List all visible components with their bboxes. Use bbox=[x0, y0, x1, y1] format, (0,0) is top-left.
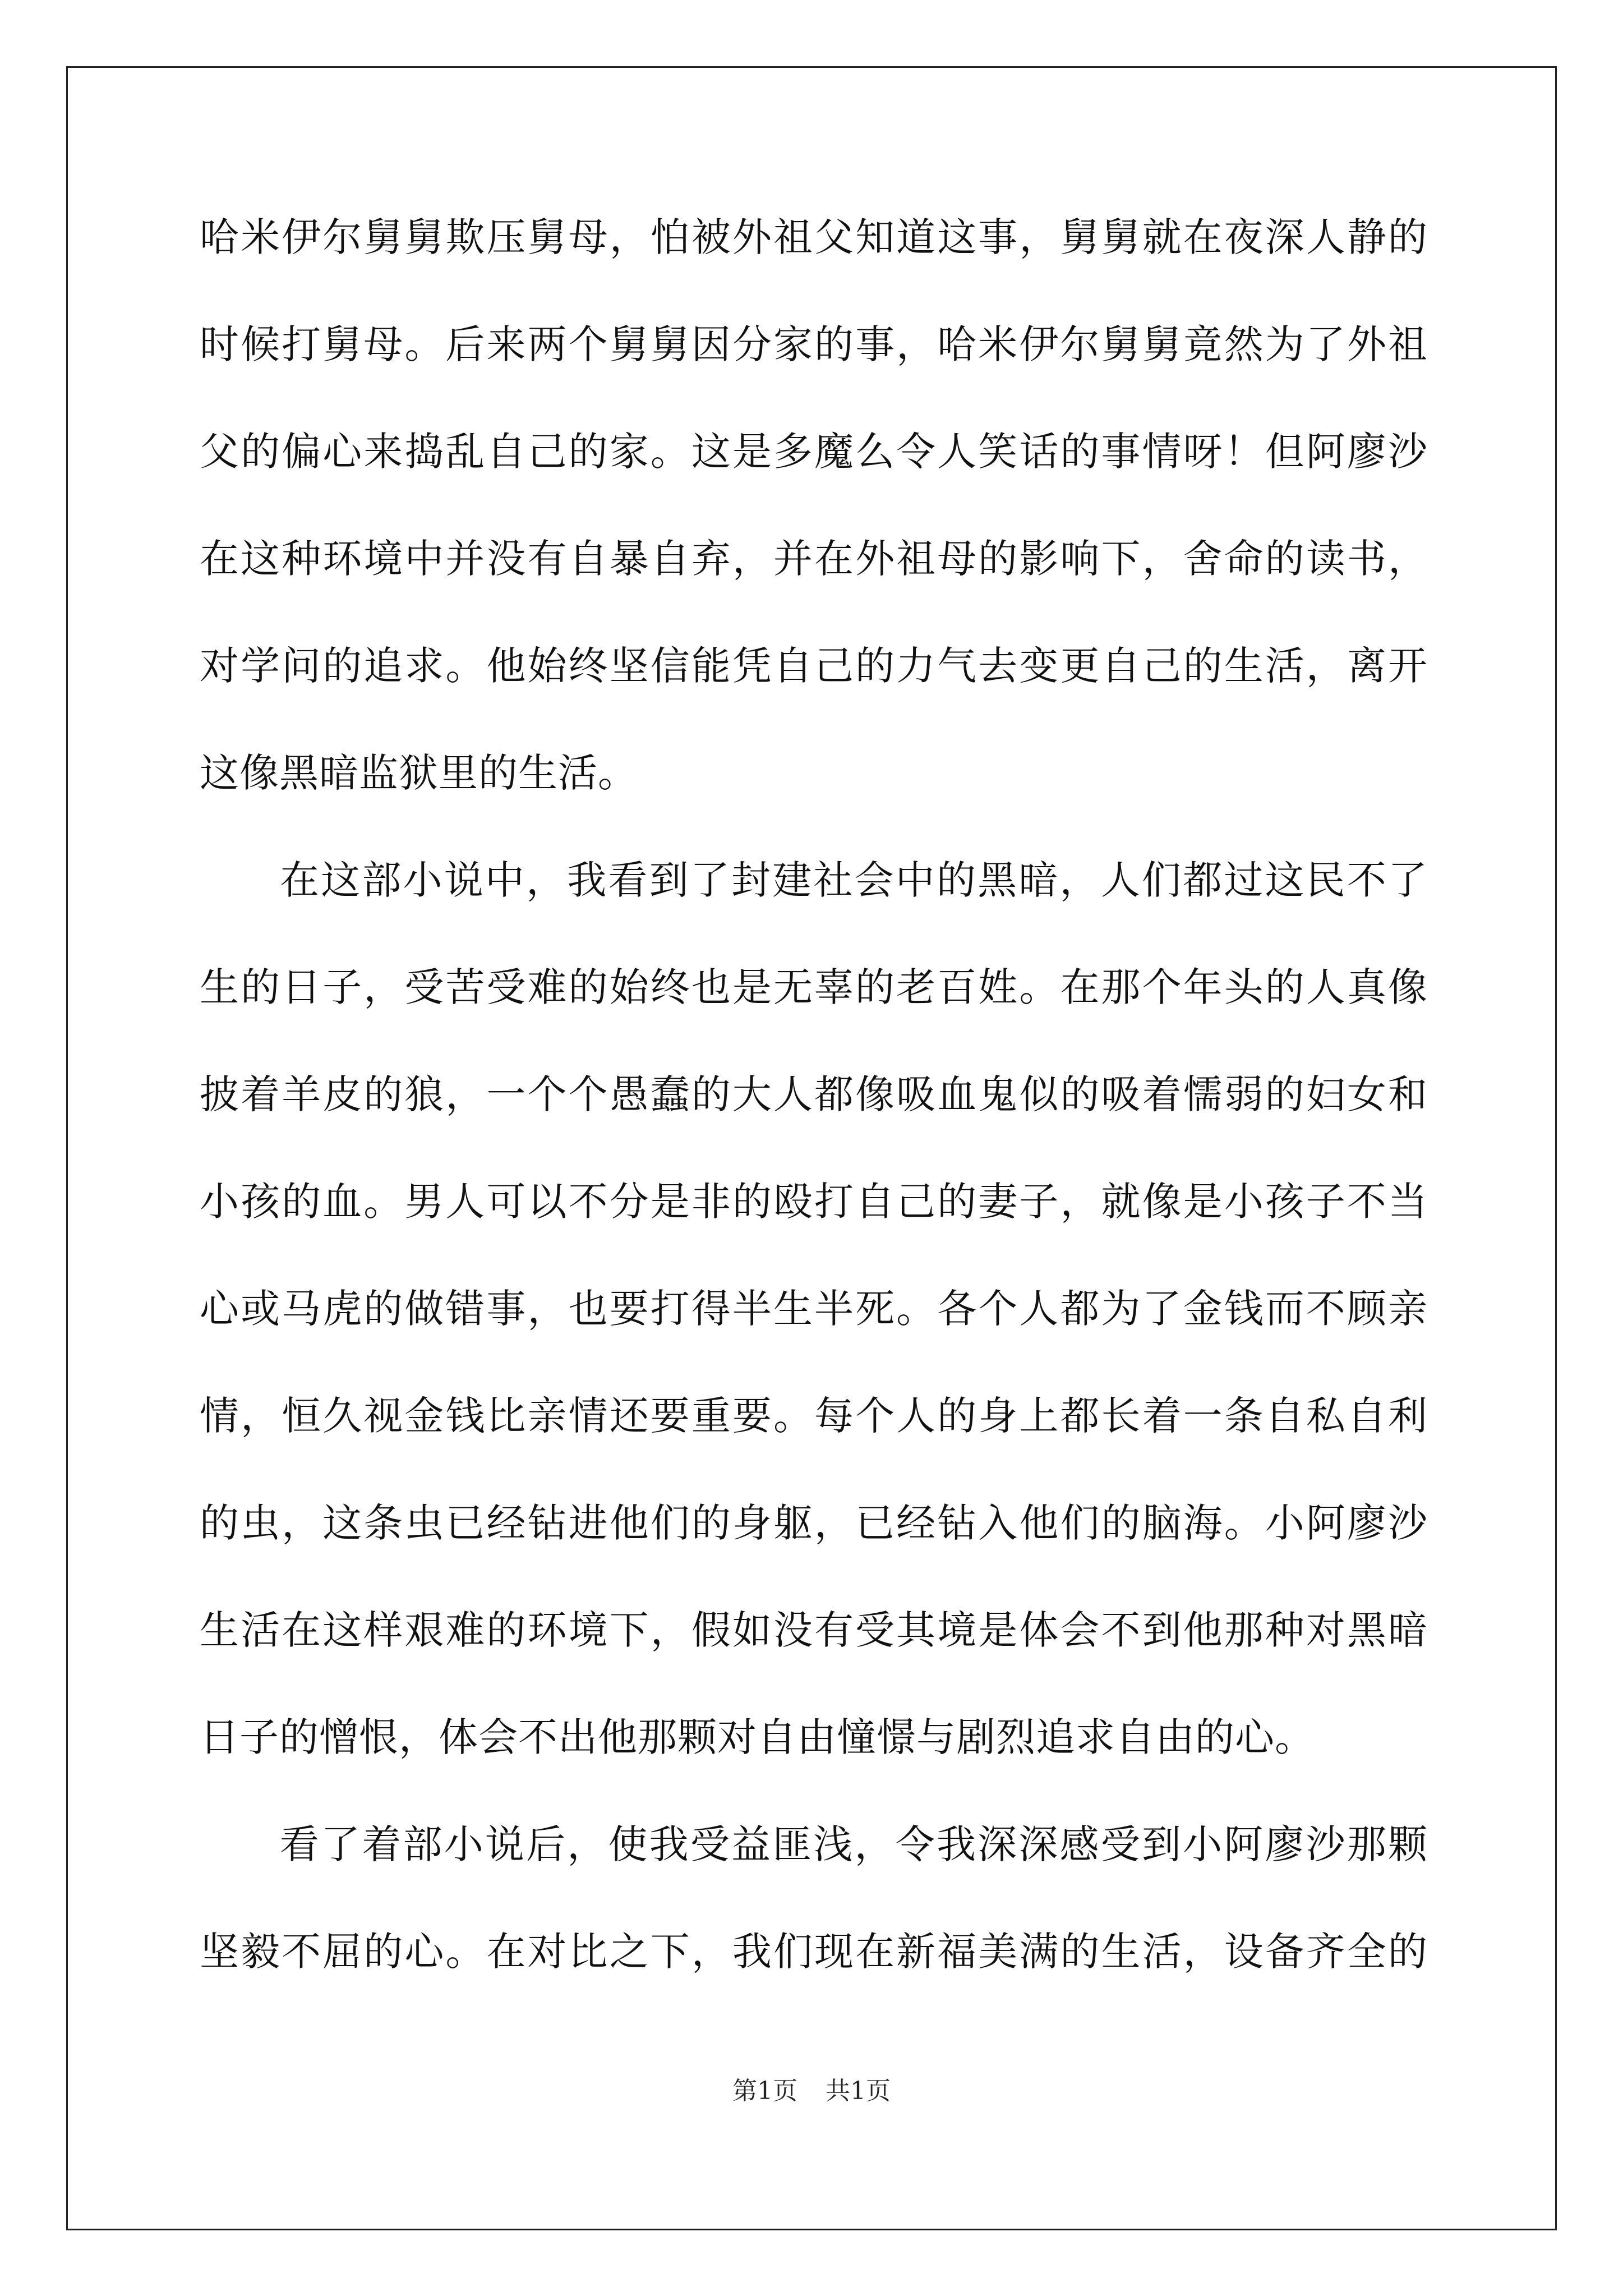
text-line: 坚毅不屈的心。在对比之下，我们现在新福美满的生活，设备齐全的 bbox=[200, 1929, 1428, 1975]
text-line: 这像黑暗监狱里的生活。 bbox=[200, 750, 638, 796]
text-line: 在这部小说中，我看到了封建社会中的黑暗，人们都过这民不了 bbox=[280, 857, 1428, 903]
text-line: 看了着部小说后，使我受益匪浅，令我深深感受到小阿廖沙那颗 bbox=[280, 1821, 1428, 1867]
page-number: 第1页 bbox=[732, 2077, 797, 2105]
text-line: 日子的憎恨，体会不出他那颗对自由憧憬与剧烈追求自由的心。 bbox=[200, 1714, 1315, 1760]
page-footer bbox=[0, 2079, 1623, 2104]
text-line: 的虫，这条虫已经钻进他们的身躯，已经钻入他们的脑海。小阿廖沙 bbox=[200, 1500, 1428, 1546]
text-line: 生的日子，受苦受难的始终也是无辜的老百姓。在那个年头的人真像 bbox=[200, 964, 1428, 1010]
text-line: 父的偏心来捣乱自己的家。这是多魔么令人笑话的事情呀！但阿廖沙 bbox=[200, 429, 1428, 475]
text-line: 情，恒久视金钱比亲情还要重要。每个人的身上都长着一条自私自利 bbox=[200, 1393, 1428, 1439]
text-line: 在这种环境中并没有自暴自弃，并在外祖母的影响下，舍命的读书， bbox=[200, 536, 1428, 582]
text-line: 对学问的追求。他始终坚信能凭自己的力气去变更自己的生活，离开 bbox=[200, 643, 1428, 689]
document-body bbox=[200, 214, 1428, 2039]
text-line: 小孩的血。男人可以不分是非的殴打自己的妻子，就像是小孩子不当 bbox=[200, 1179, 1428, 1225]
text-line: 披着羊皮的狼，一个个愚蠢的大人都像吸血鬼似的吸着懦弱的妇女和 bbox=[200, 1071, 1428, 1117]
text-line: 时候打舅母。后来两个舅舅因分家的事，哈米伊尔舅舅竟然为了外祖 bbox=[200, 321, 1428, 367]
page-total: 共1页 bbox=[826, 2077, 891, 2105]
text-line: 生活在这样艰难的环境下，假如没有受其境是体会不到他那种对黑暗 bbox=[200, 1607, 1428, 1653]
text-line: 心或马虎的做错事，也要打得半生半死。各个人都为了金钱而不顾亲 bbox=[200, 1286, 1428, 1332]
text-line: 哈米伊尔舅舅欺压舅母，怕被外祖父知道这事，舅舅就在夜深人静的 bbox=[200, 214, 1428, 260]
